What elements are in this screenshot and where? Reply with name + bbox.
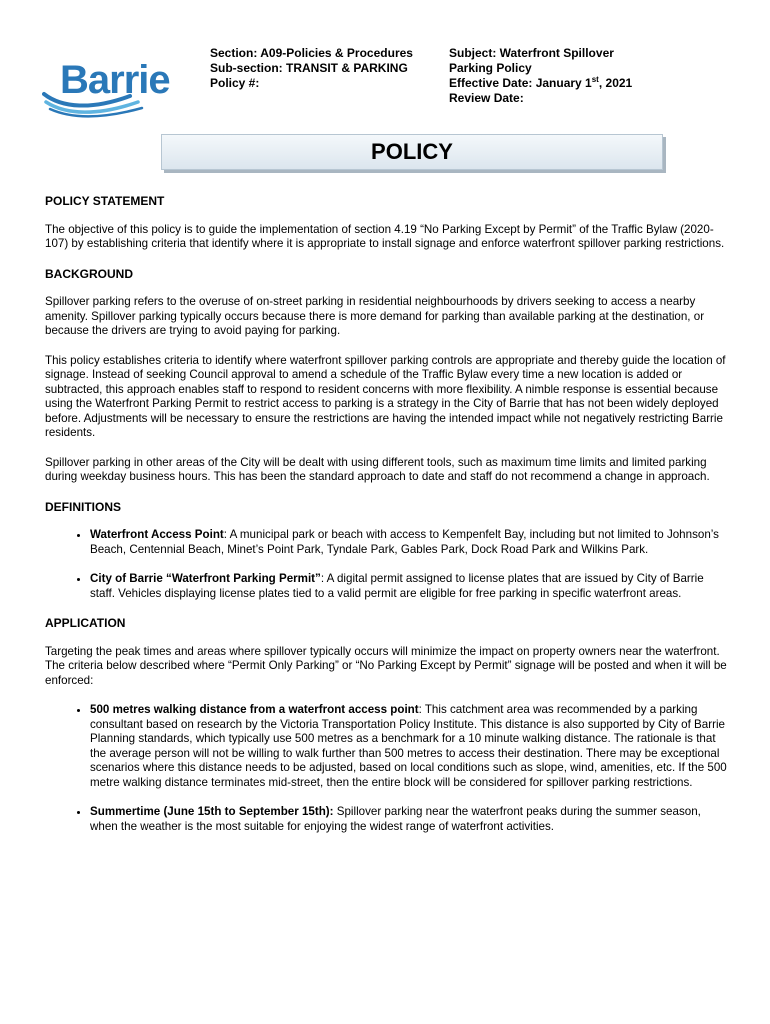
document-body [45,194,730,849]
background-heading: BACKGROUND [45,266,133,281]
section-line: Section: A09-Policies & Procedures [210,46,413,60]
policy-statement-heading: POLICY STATEMENT [45,194,165,208]
background-paragraph-3: Spillover parking in other areas of the City will be dealt with using different tools, such as maximum time limits and limited parking during weekday business hours. This has been the standard approach to date and staff do not recommend a change in approach. [45,455,710,483]
header-right-block [449,46,632,106]
background-paragraph-2: This policy establishes criteria to identify where waterfront spillover parking controls are appropriate and thereby guide the location of signage. Instead of seeking Council approval to amend a schedule of the Traffic Bylaw every time a new location is added or subtracted, this approach enables staff to respond to resident concerns with more flexibility. A nimble response is essential because using the Waterfront Parking Permit to restrict access to parking is a strategy in the City of Barrie that has not been widely deployed before. Adjustments will be necessary to ensure the restrictions are having the intended impact while not negatively restricting Barrie residents. [45,353,726,439]
definitions-list [45,528,730,601]
application-intro: Targeting the peak times and areas where spillover typically occurs will minimize the impact on property owners near the waterfront. The criteria below described where “Permit Only Parking” or “No Parking Except by Permit” signage will be posted and when it will be enforced: [45,644,727,687]
policy-banner: POLICY [161,134,663,170]
criteria-item: • Summertime (June 15th to September 15th): Spillover parking near the waterfront peaks during the summer season, when the weather is the most suitable for enjoying the widest range of waterfront activities. [90,805,730,834]
review-date-line: Review Date: [449,91,524,105]
background-paragraph-1: Spillover parking refers to the overuse of on-street parking in residential neighbourhoods by drivers seeking to access a nearby amenity. Spillover parking typically occurs because there is more demand for parking than available parking at the destination, or because the drivers are trying to avoid paying for parking. [45,295,705,337]
application-heading: APPLICATION [45,616,126,630]
effective-date-line: Effective Date: January 1st, 2021 [449,75,633,90]
header-left-block [210,46,413,91]
definitions-heading: DEFINITIONS [45,499,122,514]
policy-statement-text: The objective of this policy is to guide the implementation of section 4.19 “No Parking Except by Permit” of the Traffic Bylaw (2020-107) by establishing criteria that identify where it is appropriate to install signage and enforce waterfront spillover parking restrictions. [45,222,725,250]
logo-wave-icon [42,88,152,118]
logo-wordmark: Barrie [60,58,170,102]
definition-item: • City of Barrie “Waterfront Parking Permit”: A digital permit assigned to license plates that are issued by City of Barrie staff. Vehicles displaying license plates tied to a valid permit are eligible for free parking in specific waterfront areas. [90,572,730,601]
policy-number-line: Policy #: [210,76,260,90]
barrie-logo [42,60,177,118]
criteria-item: • 500 metres walking distance from a waterfront access point: This catchment area was recommended by a parking consultant based on research by the Victoria Transportation Policy Institute. This distance is also supported by City of Barrie Planning standards, which typically use 500 metres as a benchmark for a 10 minute walking distance. The rationale is that the average person will not be willing to walk further than 500 metres to access their destination. There may be exceptional scenarios where this distance needs to be adjusted, based on local conditions such as slope, wind, amenities, etc. If the 500 metre walking distance terminates mid-street, then the entire block will be considered for spillover parking restrictions. [90,703,730,790]
subject-line: Subject: Waterfront Spillover [449,46,614,60]
definition-item: • Waterfront Access Point: A municipal park or beach with access to Kempenfelt Bay, including but not limited to Johnson’s Beach, Centennial Beach, Minet’s Point Park, Tyndale Park, Gables Park, Dock Road Park and Wilkins Park. [90,528,730,557]
subsection-line: Sub-section: TRANSIT & PARKING [210,61,408,75]
subject-line-2: Parking Policy [449,61,532,75]
application-criteria-list [45,703,730,834]
